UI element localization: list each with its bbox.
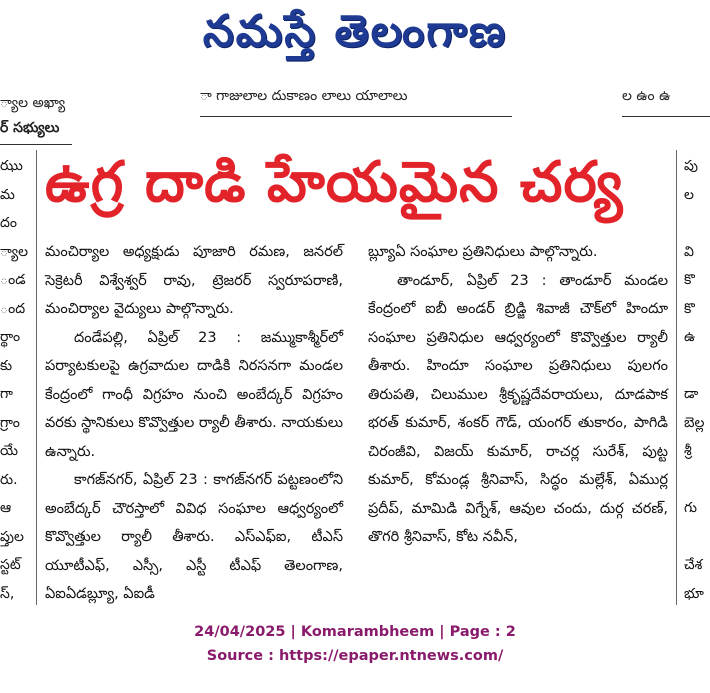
left-edge-line: ంద bbox=[0, 300, 26, 317]
right-edge-line: శ్రీ bbox=[684, 443, 692, 459]
article-column-2 bbox=[368, 238, 668, 598]
right-edge-line: ల bbox=[684, 186, 694, 203]
column-divider-left bbox=[36, 150, 37, 605]
left-edge-line: ప్తుల bbox=[0, 528, 24, 545]
right-edge-line: కొ bbox=[684, 272, 695, 288]
left-edge-line: స్టట్ bbox=[0, 557, 21, 573]
left-edge-line: గ్రాం bbox=[0, 414, 20, 431]
article-headline: ఉగ్ర దాడి హేయమైన చర్య bbox=[45, 150, 624, 215]
left-edge-line: మ bbox=[0, 186, 15, 203]
right-edge-line: బెల్ల bbox=[684, 414, 705, 431]
paragraph: దండేపల్లి, ఏప్రిల్ 23 : జమ్ముకాశ్మీర్‌లో పర్యాటకులపై ఉగ్రవాదుల దాడికి నిరసనగా మండల కేంద్రంలో గాంధీ విగ్రహం నుంచి అంబేద్కర్ విగ్రహం వరకు స్థానికులు కొవ్వొత్తుల ర్యాలీ తీశారు. నాయకులు ఉన్నారు. bbox=[45, 329, 343, 460]
left-edge-line: రు. bbox=[0, 471, 18, 488]
paragraph: కాగజ్‌నగర్, ఏప్రిల్ 23 : కాగజ్‌నగర్ పట్టణంలోని అంబేద్కర్ చౌరస్తాలో వివిధ సంఘాల ఆధ్వర్యంలో కొవ్వొత్తుల ర్యాలీ తీశారు. ఎస్ఎఫ్ఐ, టీఎస్ యూటీఎఫ్, ఎస్సీ, ఎస్టీ టీఎఫ్ తెలంగాణ, ఏఐఏడబ్ల్యూ, ఏఐడీ bbox=[45, 472, 343, 602]
left-edge-line: ర్థాం bbox=[0, 329, 21, 345]
right-edge-line: వి bbox=[684, 243, 694, 260]
top-right-snippet: ల ఉం ఉ bbox=[622, 88, 671, 104]
paragraph: బ్ల్యూఏ సంఘాల ప్రతినిధులు పాల్గొన్నారు. bbox=[368, 244, 598, 260]
paragraph: మంచిర్యాల అధ్యక్షుడు పూజారి రమణ, జనరల్ సెక్రెటరీ విశ్వేశ్వర్ రావు, ట్రెజరర్ స్వరూపరాణి, మంచిర్యాల వైద్యులు పాల్గొన్నారు. bbox=[45, 244, 343, 317]
column-divider-right bbox=[676, 150, 677, 605]
left-edge-line: దం bbox=[0, 215, 17, 231]
top-left-snippet-2: ర్ సభ్యులు bbox=[0, 120, 60, 136]
top-left-snippet-1: ్యాల అఖ్యా bbox=[0, 95, 66, 111]
right-edge-line bbox=[684, 352, 710, 381]
article-column-1 bbox=[45, 238, 343, 602]
top-right-rule bbox=[622, 116, 710, 117]
masthead bbox=[0, 0, 710, 80]
source-url: Source : https://epaper.ntnews.com/ bbox=[206, 648, 504, 664]
right-edge-line bbox=[684, 209, 710, 238]
right-edge-line: చేశ bbox=[684, 557, 703, 573]
top-middle-rule bbox=[200, 116, 512, 117]
left-edge-line: స్, bbox=[0, 585, 15, 602]
top-left-rule bbox=[0, 144, 72, 145]
right-edge-line: గు bbox=[684, 500, 698, 516]
left-edge-line: ఝు bbox=[0, 158, 23, 174]
right-edge-line: పు bbox=[684, 158, 698, 174]
top-middle-snippet: ా గాజులాల దుకాణం లాలు యాలాలు bbox=[200, 88, 408, 104]
left-edge-column bbox=[0, 152, 34, 602]
left-edge-line: కు bbox=[0, 357, 13, 374]
paragraph: తాండూర్, ఏప్రిల్ 23 : తాండూర్ మండల కేంద్రంలో ఐబీ అండర్ బ్రిడ్జి శివాజీ చౌక్‌లో హిందూ సంఘాల ప్రతినిధుల ఆధ్వర్యంలో కొవ్వొత్తుల ర్యాలీ తీశారు. హిందూ సంఘాల ప్రతినిధులు పులగం తిరుపతి, చిలుముల శ్రీకృష్ణదేవరాయలు, దూడపాక భరత్ కుమార్, శంకర్ గౌడ్, యంగర్ తుకారం, పాగిడి చిరంజీవి, విజయ్ కుమార్, రాచర్ల సురేశ్, పుట్ట కుమార్, కోమండ్ల శ్రీనివాస్, సిద్ధం మల్లేశ్, ఏముర్ల ప్రదీప్, మామిడి విగ్నేశ్, ఆవుల చందు, దుర్గ చరణ్, తొగరి శ్రీనివాస్, కోట నవీన్, bbox=[368, 272, 668, 545]
left-edge-line: గా bbox=[0, 386, 13, 402]
edition-date-page: 24/04/2025 | Komarambheem | Page : 2 bbox=[194, 624, 516, 640]
left-edge-line: ఆ bbox=[0, 500, 12, 516]
newspaper-logo: నమస్తే తెలంగాణ bbox=[202, 6, 508, 57]
right-edge-line: డా bbox=[684, 386, 699, 402]
left-edge-line: యే bbox=[0, 443, 19, 459]
left-edge-line: ్యాల bbox=[0, 243, 29, 260]
right-edge-line bbox=[684, 523, 710, 552]
right-edge-line: కొ bbox=[684, 300, 695, 317]
left-edge-line: ండ bbox=[0, 272, 26, 288]
right-edge-line: భూ bbox=[684, 585, 704, 602]
footer bbox=[0, 620, 710, 668]
right-edge-line: ఉ bbox=[684, 329, 696, 345]
right-edge-line bbox=[684, 466, 710, 495]
right-edge-column bbox=[684, 152, 710, 602]
